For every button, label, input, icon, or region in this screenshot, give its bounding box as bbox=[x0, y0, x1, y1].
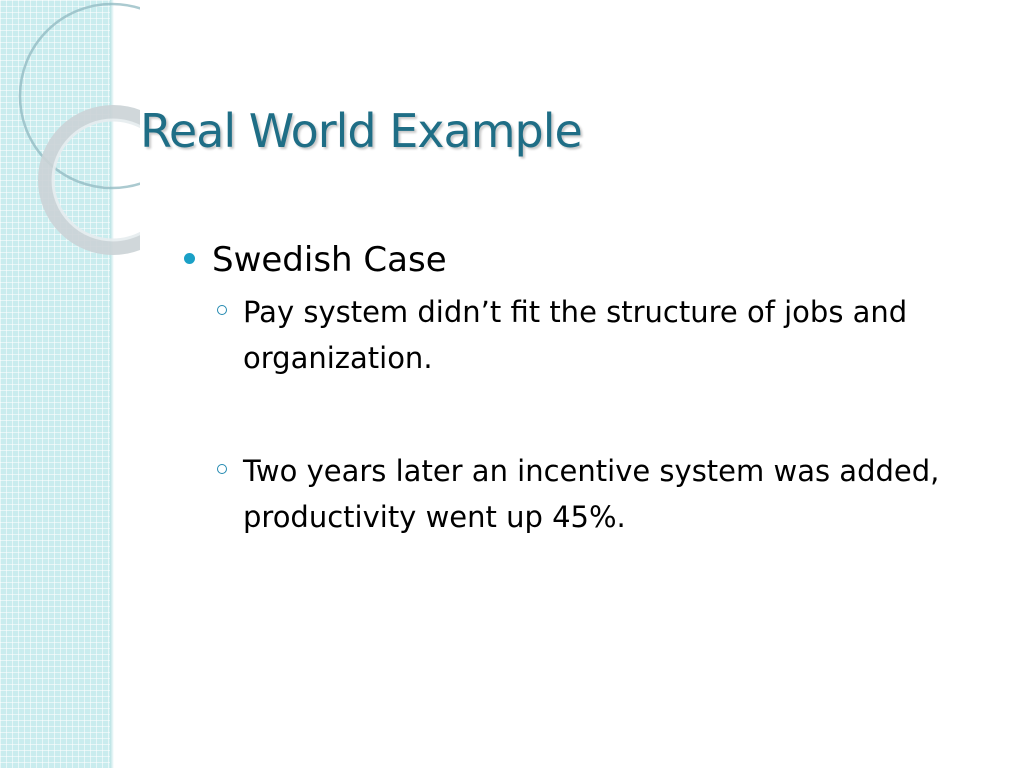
decorative-ring-thick bbox=[45, 112, 140, 248]
sub-bullet-text: Pay system didn’t fit the structure of jobs and organization. bbox=[243, 295, 908, 375]
filled-circle-bullet-icon bbox=[184, 253, 195, 264]
paragraph-spacer bbox=[184, 381, 984, 448]
sub-bullet-text: Two years later an incentive system was added, productivity went up 45%. bbox=[243, 454, 940, 534]
decorative-ring-large bbox=[20, 4, 140, 188]
hollow-circle-bullet-icon bbox=[217, 305, 227, 315]
bullet-text: Swedish Case bbox=[212, 240, 447, 280]
slide-body bbox=[184, 237, 984, 540]
bullet-level2 bbox=[214, 448, 983, 540]
bullet-level1 bbox=[184, 237, 984, 283]
decorative-rings bbox=[0, 0, 140, 260]
slide-title: Real World Example bbox=[140, 104, 582, 158]
bullet-level2 bbox=[214, 289, 983, 381]
hollow-circle-bullet-icon bbox=[217, 464, 227, 474]
